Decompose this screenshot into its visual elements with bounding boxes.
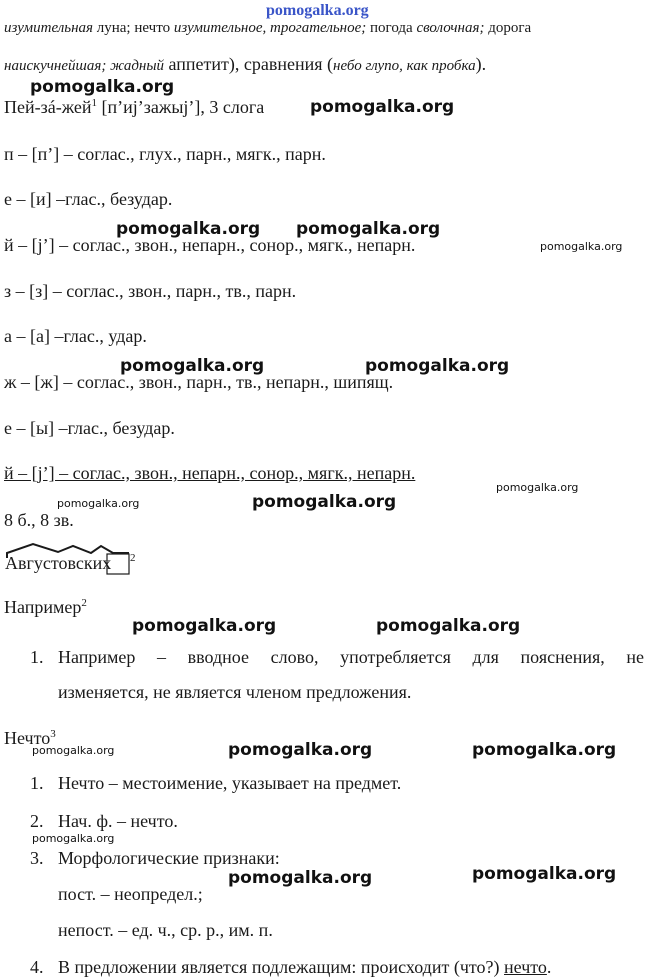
watermark: pomogalka.org [310, 97, 455, 117]
list-subitem: пост. – неопредел.; [58, 884, 203, 904]
footnote-mark: 1 [91, 97, 98, 109]
phonetic-row: з – [з] – соглас., звон., парн., тв., парн. [4, 281, 297, 301]
watermark: pomogalka.org [116, 219, 261, 239]
footnote-mark: 2 [81, 597, 87, 609]
list-subitem: непост. – ед. ч., ср. р., им. п. [58, 920, 273, 940]
watermark: pomogalka.org [376, 616, 521, 636]
phonetic-row: й – [j’] – соглас., звон., непарн., сонор., мягк., непарн. [4, 463, 416, 483]
phonetic-row: е – [и] –глас., безудар. [4, 189, 173, 209]
phonetic-row: й – [j’] – соглас., звон., непарн., сонор., мягк., непарн. [4, 235, 416, 255]
list-item [58, 957, 551, 978]
section-title-text: Например [4, 597, 82, 617]
list-item-text: В предложении является подлежащим: происходит (что?) [58, 957, 505, 977]
phonetic-word: Пей-зá-жей [4, 97, 92, 117]
watermark: pomogalka.org [228, 740, 373, 760]
morpheme-word [5, 553, 111, 574]
intro-text: изумительное, трогательное; [173, 20, 367, 36]
watermark: pomogalka.org [540, 240, 623, 253]
watermark: pomogalka.org [496, 481, 579, 494]
phonetic-row: а – [а] –глас., удар. [4, 326, 147, 346]
footnote-mark: 2 [130, 552, 136, 564]
list-item: Нечто – местоимение, указывает на предмет. [58, 773, 402, 793]
intro-text: небо глупо, как пробка [333, 58, 476, 74]
list-number: 3. [30, 848, 44, 868]
intro-text: луна; нечто [93, 20, 174, 36]
phonetic-row: ж – [ж] – соглас., звон., парн., тв., непарн., шипящ. [4, 372, 394, 392]
phonetic-summary: 8 б., 8 зв. [4, 510, 74, 530]
section-title-naprimer [4, 597, 87, 618]
watermark: pomogalka.org [472, 740, 617, 760]
intro-text: аппетит), сравнения ( [164, 54, 334, 74]
phonetic-transcription: [п’иј’зажыј’], 3 слога [97, 97, 265, 117]
intro-text: сволочная; [416, 20, 485, 36]
word-stem: Августовск [5, 553, 93, 573]
watermark: pomogalka.org [32, 744, 115, 757]
watermark: pomogalka.org [57, 497, 140, 510]
list-number: 1. [30, 773, 44, 793]
list-number: 1. [30, 647, 44, 667]
watermark-top: pomogalka.org [266, 2, 369, 19]
watermark: pomogalka.org [365, 356, 510, 376]
watermark: pomogalka.org [296, 219, 441, 239]
watermark: pomogalka.org [30, 77, 175, 97]
list-item: Например – вводное слово, употребляется для пояснения, не [58, 647, 644, 667]
watermark: pomogalka.org [120, 356, 265, 376]
list-number: 2. [30, 811, 44, 831]
intro-text: наискучнейшая; жадный [4, 58, 165, 74]
footnote-mark: 3 [50, 728, 56, 740]
watermark: pomogalka.org [228, 868, 373, 888]
list-item: Морфологические признаки: [58, 848, 280, 868]
word-ending: их [92, 553, 112, 573]
list-item: Нач. ф. – нечто. [58, 811, 178, 831]
intro-text: ). [475, 54, 487, 74]
subject-word: нечто [504, 957, 547, 977]
watermark: pomogalka.org [472, 864, 617, 884]
section-title-text: Нечто [4, 728, 51, 748]
morpheme-parse [3, 540, 143, 580]
intro-text: изумительная [4, 20, 94, 36]
watermark: pomogalka.org [132, 616, 277, 636]
list-item: изменяется, не является членом предложения. [58, 682, 412, 702]
watermark: pomogalka.org [32, 832, 115, 845]
intro-text: погода [366, 20, 417, 36]
list-item-text: . [546, 957, 552, 977]
intro-line-1 [4, 20, 531, 37]
intro-line-2 [4, 54, 486, 75]
phonetic-header [4, 97, 264, 118]
phonetic-row: п – [п’] – соглас., глух., парн., мягк., парн. [4, 144, 326, 164]
phonetic-row: е – [ы] –глас., безудар. [4, 418, 175, 438]
intro-text: дорога [484, 20, 532, 36]
watermark: pomogalka.org [252, 492, 397, 512]
list-number: 4. [30, 957, 44, 977]
